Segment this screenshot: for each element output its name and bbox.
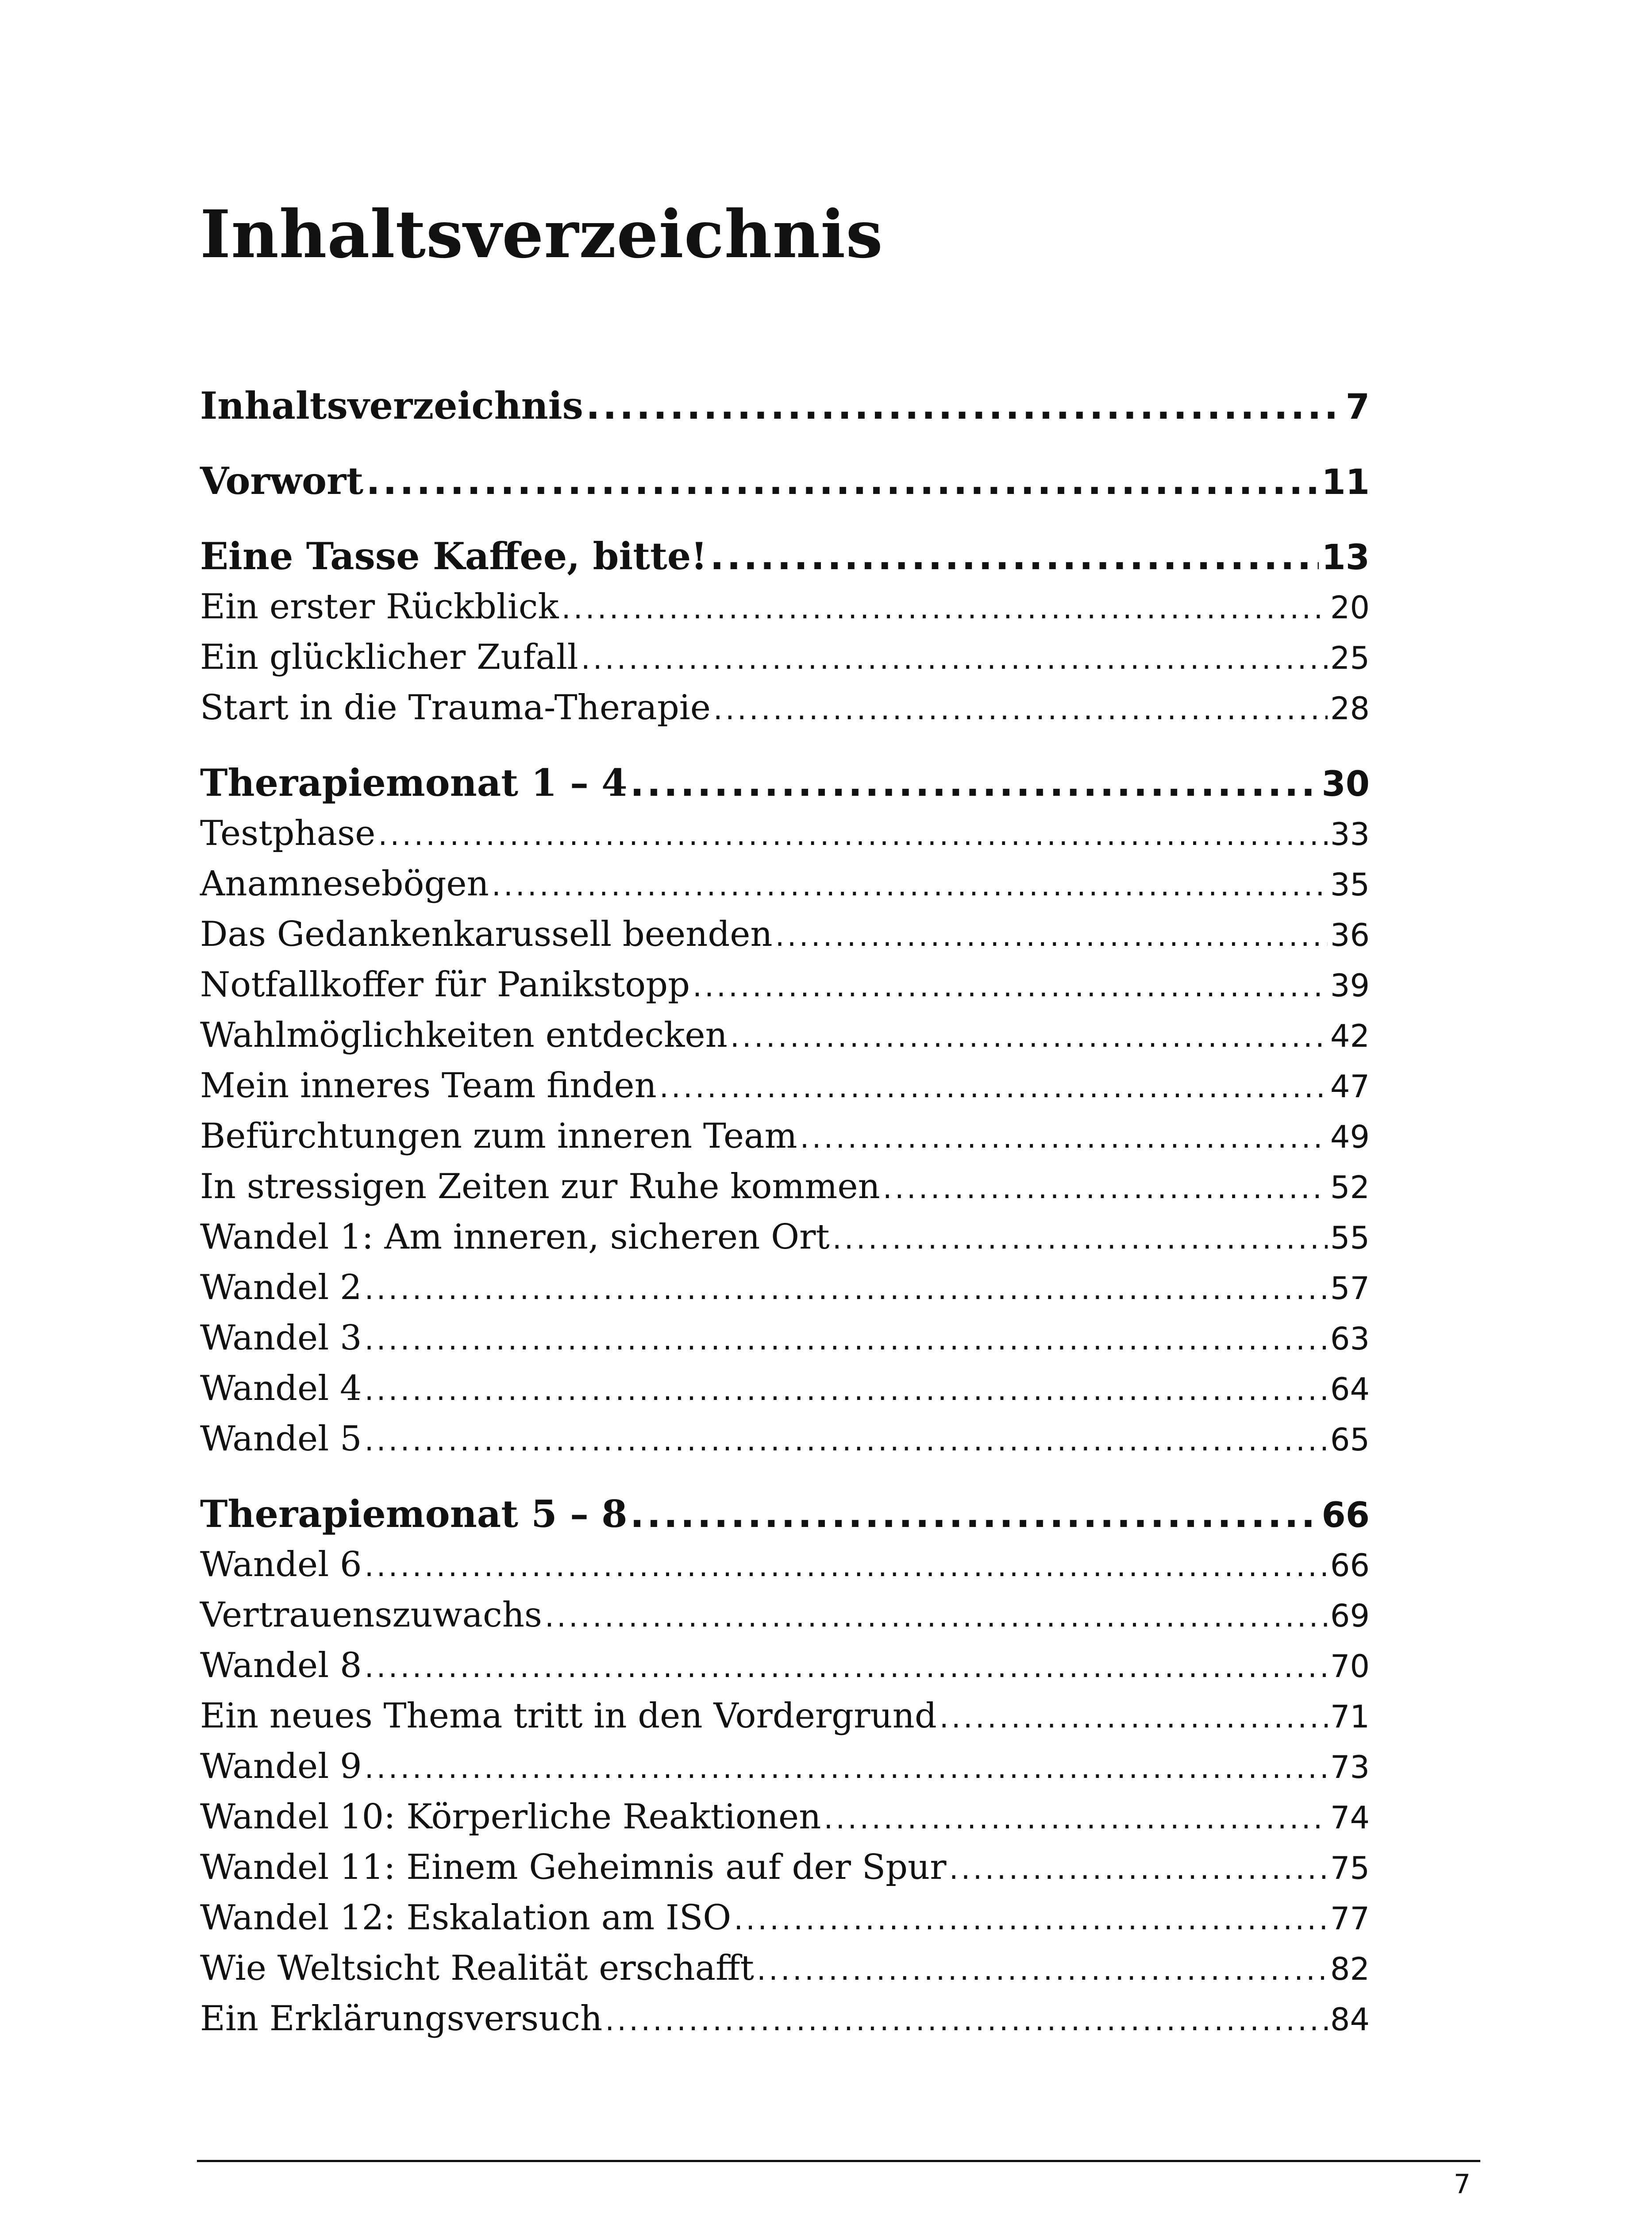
toc-dot-leader xyxy=(562,583,1328,634)
toc-entry-page-number: 33 xyxy=(1330,816,1370,852)
toc-entry-label: Wandel 2 xyxy=(200,1268,362,1307)
footer-divider xyxy=(197,2160,1480,2162)
toc-chapter-entry[interactable] xyxy=(200,531,1370,582)
toc-section-entry[interactable] xyxy=(200,960,1370,1010)
toc-dot-leader xyxy=(832,1214,1328,1264)
toc-entry-label: Wandel 8 xyxy=(200,1646,362,1685)
toc-dot-leader xyxy=(365,1264,1328,1315)
toc-entry-label: Start in die Trauma-Therapie xyxy=(200,688,711,728)
toc-section-entry[interactable] xyxy=(200,1313,1370,1363)
toc-entry-page-number: 28 xyxy=(1330,690,1370,727)
toc-entry-label: Wahlmöglichkeiten entdecken xyxy=(200,1015,728,1055)
toc-dot-leader xyxy=(365,1315,1328,1365)
toc-entry-label: Inhaltsverzeichnis xyxy=(200,384,583,428)
toc-entry-label: Befürchtungen zum inneren Team xyxy=(200,1116,797,1156)
toc-section-entry[interactable] xyxy=(200,1741,1370,1792)
toc-section-entry[interactable] xyxy=(200,1262,1370,1313)
toc-dot-leader xyxy=(605,1995,1328,2046)
toc-section-entry[interactable] xyxy=(200,682,1370,733)
toc-dot-leader xyxy=(883,1163,1328,1214)
toc-dot-leader xyxy=(800,1113,1327,1163)
toc-entry-page-number: 47 xyxy=(1330,1068,1370,1105)
toc-section-entry[interactable] xyxy=(200,582,1370,632)
toc-entry-page-number: 66 xyxy=(1321,1496,1370,1535)
toc-dot-leader xyxy=(545,1592,1328,1642)
toc-chapter-entry[interactable] xyxy=(200,758,1370,808)
toc-dot-leader xyxy=(492,860,1328,911)
toc-entry-label: Eine Tasse Kaffee, bitte! xyxy=(200,534,708,578)
toc-entry-page-number: 11 xyxy=(1321,463,1370,502)
toc-dot-leader xyxy=(365,1642,1328,1693)
toc-dot-leader xyxy=(940,1693,1328,1743)
toc-entry-label: Wandel 9 xyxy=(200,1746,362,1786)
toc-dot-leader xyxy=(365,1541,1328,1592)
toc-entry-page-number: 36 xyxy=(1330,917,1370,953)
toc-entry-page-number: 20 xyxy=(1330,590,1370,626)
toc-entry-label: Ein glücklicher Zufall xyxy=(200,637,578,677)
toc-section-entry[interactable] xyxy=(200,1893,1370,1943)
toc-entry-label: Wandel 11: Einem Geheimnis auf der Spur xyxy=(200,1847,947,1887)
toc-entry-page-number: 71 xyxy=(1330,1699,1370,1735)
toc-entry-label: Ein neues Thema tritt in den Vordergrund xyxy=(200,1696,937,1736)
toc-section-entry[interactable] xyxy=(200,909,1370,960)
toc-entry-page-number: 73 xyxy=(1330,1749,1370,1785)
toc-dot-leader xyxy=(824,1793,1328,1844)
toc-entry-label: Therapiemonat 1 – 4 xyxy=(200,761,628,805)
toc-entry-page-number: 25 xyxy=(1330,640,1370,676)
toc-entry-page-number: 35 xyxy=(1330,867,1370,903)
toc-entry-label: Wandel 6 xyxy=(200,1545,362,1585)
toc-entry-label: Testphase xyxy=(200,813,376,853)
toc-dot-leader xyxy=(734,1894,1328,1945)
toc-entry-page-number: 57 xyxy=(1330,1270,1370,1307)
toc-entry-page-number: 74 xyxy=(1330,1800,1370,1836)
toc-entry-page-number: 42 xyxy=(1330,1018,1370,1054)
toc-entry-label: Wandel 1: Am inneren, sicheren Ort xyxy=(200,1217,830,1257)
toc-section-entry[interactable] xyxy=(200,1060,1370,1111)
toc-entry-page-number: 13 xyxy=(1321,538,1370,578)
toc-section-entry[interactable] xyxy=(200,1590,1370,1640)
toc-entry-page-number: 69 xyxy=(1330,1598,1370,1634)
toc-entry-page-number: 7 xyxy=(1345,387,1370,427)
toc-dot-leader xyxy=(693,961,1328,1012)
toc-entry-label: Vorwort xyxy=(200,459,364,503)
toc-dot-leader xyxy=(713,684,1328,735)
toc-section-entry[interactable] xyxy=(200,1111,1370,1161)
toc-entry-label: Ein erster Rückblick xyxy=(200,587,559,627)
toc-section-entry[interactable] xyxy=(200,1363,1370,1414)
toc-dot-leader xyxy=(659,1062,1328,1113)
toc-entry-label: In stressigen Zeiten zur Ruhe kommen xyxy=(200,1167,880,1207)
toc-entry-label: Mein inneres Team finden xyxy=(200,1066,657,1106)
toc-entry-page-number: 77 xyxy=(1330,1901,1370,1937)
toc-entry-page-number: 39 xyxy=(1330,968,1370,1004)
toc-entry-label: Wandel 3 xyxy=(200,1318,362,1358)
toc-section-entry[interactable] xyxy=(200,1640,1370,1691)
page-title: Inhaltsverzeichnis xyxy=(200,196,883,273)
toc-entry-label: Wandel 12: Eskalation am ISO xyxy=(200,1898,732,1938)
toc-entry-page-number: 82 xyxy=(1330,1951,1370,1987)
toc-entry-label: Wandel 5 xyxy=(200,1419,362,1459)
toc-entry-label: Das Gedankenkarussell beenden xyxy=(200,914,773,954)
toc-entry-label: Wandel 10: Körperliche Reaktionen xyxy=(200,1797,821,1837)
toc-dot-leader xyxy=(949,1844,1328,1894)
toc-entry-page-number: 55 xyxy=(1330,1220,1370,1256)
toc-chapter-entry[interactable] xyxy=(200,381,1370,431)
toc-dot-leader xyxy=(710,531,1319,582)
toc-entry-label: Therapiemonat 5 – 8 xyxy=(200,1492,628,1536)
toc-section-entry[interactable] xyxy=(200,1010,1370,1060)
toc-entry-label: Anamnesebögen xyxy=(200,864,489,904)
toc-dot-leader xyxy=(365,1743,1328,1793)
toc-section-entry[interactable] xyxy=(200,1212,1370,1262)
toc-entry-page-number: 30 xyxy=(1321,764,1370,804)
page-number: 7 xyxy=(1453,2169,1471,2200)
toc-dot-leader xyxy=(378,810,1328,860)
toc-entry-page-number: 75 xyxy=(1330,1850,1370,1886)
toc-entry-label: Notfallkoffer für Panikstopp xyxy=(200,965,690,1005)
toc-section-entry[interactable] xyxy=(200,1993,1370,2044)
toc-section-entry[interactable] xyxy=(200,1691,1370,1741)
toc-section-entry[interactable] xyxy=(200,1161,1370,1212)
toc-entry-label: Wandel 4 xyxy=(200,1369,362,1408)
toc-dot-leader xyxy=(630,1489,1319,1539)
toc-entry-page-number: 49 xyxy=(1330,1119,1370,1155)
toc-entry-label: Vertrauenszuwachs xyxy=(200,1595,542,1635)
toc-dot-leader xyxy=(365,1415,1328,1466)
toc-entry-label: Wie Weltsicht Realität erschafft xyxy=(200,1948,754,1988)
toc-entry-page-number: 84 xyxy=(1330,2001,1370,2038)
toc-dot-leader xyxy=(581,634,1328,684)
toc-section-entry[interactable] xyxy=(200,1943,1370,1993)
toc-chapter-entry[interactable] xyxy=(200,456,1370,506)
toc-entry-page-number: 63 xyxy=(1330,1321,1370,1357)
toc-dot-leader xyxy=(630,758,1319,808)
toc-dot-leader xyxy=(366,456,1319,506)
toc-entry-page-number: 52 xyxy=(1330,1169,1370,1206)
toc-entry-page-number: 70 xyxy=(1330,1648,1370,1685)
toc-dot-leader xyxy=(730,1012,1328,1062)
toc-entry-page-number: 64 xyxy=(1330,1371,1370,1407)
toc-section-entry[interactable] xyxy=(200,1792,1370,1842)
toc-section-entry[interactable] xyxy=(200,859,1370,909)
toc-section-entry[interactable] xyxy=(200,1539,1370,1590)
toc-section-entry[interactable] xyxy=(200,808,1370,859)
toc-entry-page-number: 65 xyxy=(1330,1422,1370,1458)
toc-chapter-entry[interactable] xyxy=(200,1489,1370,1539)
toc-section-entry[interactable] xyxy=(200,1414,1370,1464)
table-of-contents xyxy=(200,381,1370,2044)
toc-dot-leader xyxy=(586,381,1343,431)
toc-dot-leader xyxy=(365,1365,1328,1415)
toc-dot-leader xyxy=(775,911,1328,961)
toc-section-entry[interactable] xyxy=(200,1842,1370,1893)
toc-entry-page-number: 66 xyxy=(1330,1547,1370,1584)
toc-dot-leader xyxy=(757,1945,1328,1995)
toc-section-entry[interactable] xyxy=(200,632,1370,682)
toc-entry-label: Ein Erklärungsversuch xyxy=(200,1999,603,2039)
